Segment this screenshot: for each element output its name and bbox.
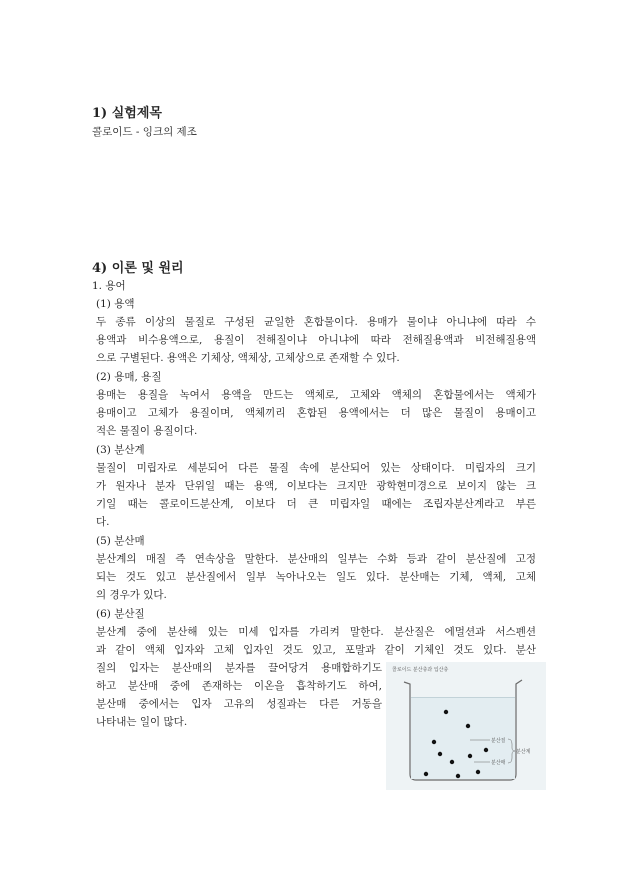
particle: [432, 740, 436, 744]
beaker-figure: [386, 662, 546, 790]
term-dispersion-title: (3) 분산계: [96, 444, 145, 456]
paragraph-line: 분산계 중에 분산해 있는 미세 입자를 가리켜 말한다. 분산질은 에멀션과 서스펜션: [96, 626, 536, 638]
label-particle: 분산질: [491, 738, 506, 744]
label-medium: 분산매: [491, 760, 506, 766]
paragraph-line: 다.: [96, 516, 110, 528]
term-medium-title: (5) 분산매: [96, 535, 145, 547]
paragraph-line: 가 원자나 분자 단위일 때는 용액, 이보다는 크지만 광학현미경으로 보이지 않는 크: [96, 480, 536, 492]
figure-caption: 콜로이드 분산층과 입산층: [392, 667, 449, 673]
particle: [438, 752, 442, 756]
paragraph-line: 으로 구별된다. 용액은 기체상, 액체상, 고체상으로 존재할 수 있다.: [96, 352, 400, 364]
paragraph-line: 물질이 미립자로 세분되어 다른 물질 속에 분산되어 있는 상태이다. 미립자의 크기: [96, 462, 536, 474]
paragraph-line: 용액과 비수용액으로, 용질이 전해질이냐 아니냐에 따라 전해질용액과 비전해질용액: [96, 334, 536, 346]
paragraph-line: 질의 입자는 분산매의 분자를 끌어당겨 용매합하기도: [96, 662, 382, 674]
paragraph-line: 되는 것도 있고 분산질에서 일부 녹아나오는 일도 있다. 분산매는 기체, 액체, 고체: [96, 571, 536, 583]
particle: [450, 760, 454, 764]
paragraph-line: 용매는 용질을 녹여서 용액을 만드는 액체로, 고체와 액체의 혼합물에서는 액체가: [96, 389, 536, 401]
experiment-title: 콜로이드 - 잉크의 제조: [92, 126, 197, 138]
term-solution-title: (1) 용액: [96, 298, 135, 310]
paragraph-line: 분산계의 매질 즉 연속상을 말한다. 분산매의 일부는 수화 등과 같이 분산질에 고정: [96, 553, 536, 565]
particle: [476, 770, 480, 774]
paragraph-line: 두 종류 이상의 물질로 구성된 균일한 혼합물이다. 용매가 물이냐 아니냐에 따라 수: [96, 316, 536, 328]
term-solvent-title: (2) 용매, 용질: [96, 371, 162, 383]
paragraph-line: 의 경우가 있다.: [96, 589, 167, 601]
particle: [484, 748, 488, 752]
paragraph-line: 과 같이 액체 입자와 고체 입자인 것도 있고, 포말과 같이 기체인 것도 있다. 분산: [96, 644, 536, 656]
paragraph-line: 용매이고 고체가 용질이며, 액체끼리 혼합된 용액에서는 더 많은 물질이 용매이고: [96, 407, 536, 419]
paragraph-line: 기일 때는 콜로이드분산계, 이보다 더 큰 미립자일 때에는 조립자분산계라고 부른: [96, 498, 536, 510]
term-dispersed-title: (6) 분산질: [96, 608, 145, 620]
paragraph-line: 분산매 중에서는 입자 고유의 성질과는 다른 거동을: [96, 698, 382, 710]
section-4-heading: 4) 이론 및 원리: [92, 261, 184, 276]
section-1-heading: 1) 실험제목: [92, 106, 162, 121]
particle: [444, 710, 448, 714]
particle: [468, 754, 472, 758]
paragraph-line: 하고 분산매 중에 존재하는 이온을 흡착하기도 하여,: [96, 680, 382, 692]
particle: [456, 774, 460, 778]
paragraph-line: 적은 물질이 용질이다.: [96, 425, 198, 437]
paragraph-line: 나타내는 일이 많다.: [96, 716, 188, 728]
beaker-diagram: [386, 662, 546, 790]
label-system: 분산계: [516, 749, 531, 755]
particle: [424, 772, 428, 776]
terms-heading: 1. 용어: [92, 280, 126, 292]
particle: [466, 724, 470, 728]
